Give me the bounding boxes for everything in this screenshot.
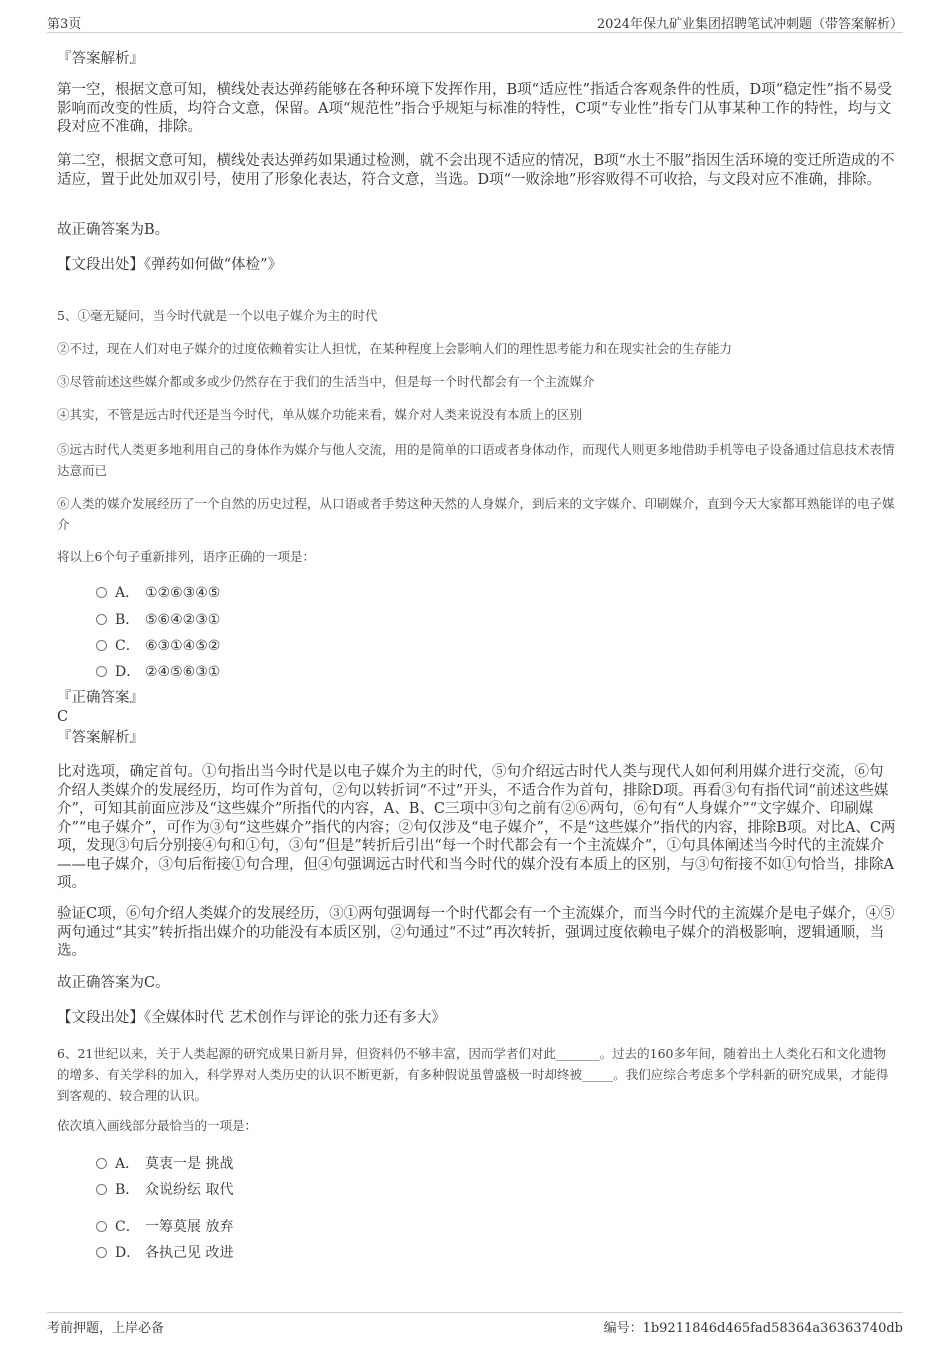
option-d[interactable]: D． ②④⑤⑥③①: [96, 661, 220, 681]
correct-answer-heading: 『正确答案』: [57, 690, 144, 706]
analysis-paragraph: 第一空，根据文意可知，横线处表达弹药能够在各种环境下发挥作用，B项“适应性”指适合客观条件的性质，D项“稳定性”指不易受影响而改变的性质，均符合文意，保留。A项“规范性”指合乎规矩与标准的特性，C项“专业性”指专门从事某种工作的特性，均与文段对应不准确，排除。: [57, 82, 892, 135]
question-sentence: ⑥人类的媒介发展经历了一个自然的历史过程，从口语或者手势这种天然的人身媒介，到后来的文字媒介、印刷媒介，直到今天大家都耳熟能详的电子媒介: [57, 496, 895, 532]
analysis-paragraph: 验证C项，⑥句介绍人类媒介的发展经历，③①两句强调每一个时代都会有一个主流媒介，而当今时代的主流媒介是电子媒介，④⑤两句通过“其实”转折指出媒介的功能没有本质区别，②句通过“不过”再次转折，强调过度依赖电子媒介的消极影响，逻辑通顺，当选。: [57, 906, 895, 959]
answer-conclusion: 故正确答案为B。: [57, 222, 170, 238]
answer-conclusion: 故正确答案为C。: [57, 975, 170, 991]
page-footer: [47, 1312, 903, 1339]
source-citation: 【文段出处】《弹药如何做“体检”》: [57, 257, 283, 273]
footer-slogan: 考前押题，上岸必备: [47, 1321, 165, 1336]
question-sentence: ④其实，不管是远古时代还是当今时代，单从媒介功能来看，媒介对人类来说没有本质上的区别: [57, 407, 583, 422]
analysis-heading: 『答案解析』: [57, 730, 144, 746]
source-citation: 【文段出处】《全媒体时代 艺术创作与评论的张力还有多大》: [57, 1010, 446, 1026]
page-header: [47, 10, 903, 33]
option-b[interactable]: B． ⑤⑥④②③①: [96, 609, 220, 629]
question-prompt: 依次填入画线部分最恰当的一项是：: [57, 1118, 258, 1133]
question-stem: 6、21世纪以来，关于人类起源的研究成果日新月异，但资料仍不够丰富，因而学者们对此_______。过去的160多年间，随着出土人类化石和文化遗物的增多、有关学科的加入，科学界对人类历史的认识不断更新，有多种假说虽曾盛极一时却终被_____。我们应综合考虑多个学科新的研究成果，才能得到客观的、较合理的认识。: [57, 1046, 889, 1103]
question-sentence: ③尽管前述这些媒介都或多或少仍然存在于我们的生活当中，但是每一个时代都会有一个主流媒介: [57, 374, 595, 389]
option-d[interactable]: D． 各执己见 改进: [96, 1242, 233, 1262]
radio-icon[interactable]: [96, 1158, 107, 1169]
option-c[interactable]: C． 一筹莫展 放弃: [96, 1216, 233, 1236]
radio-icon[interactable]: [96, 640, 107, 651]
analysis-paragraph: 比对选项，确定首句。①句指出当今时代是以电子媒介为主的时代，⑤句介绍远古时代人类与现代人如何利用媒介进行交流，⑥句介绍人类媒介的发展经历，均可作为首句，②句以转折词“不过”开头，不适合作为首句，排除D项。再看③句有指代词“前述这些媒介”，可知其前面应涉及“这些媒介”所指代的内容，A、B、C三项中③句之前有②⑥两句，⑥句有“人身媒介”“文字媒介、印刷媒介”“电子媒介”，可作为③句“这些媒介”指代的内容；②句仅涉及“电子媒介”，不是“这些媒介”指代的内容，排除B项。对比A、C两项，发现③句后分别接④句和①句，③句“但是”转折后引出“每一个时代都会有一个主流媒介”，①句具体阐述当今时代的主流媒介——电子媒介，③句后衔接①句合理，但④句强调远古时代和当今时代的媒介没有本质上的区别，与③句衔接不如①句恰当，排除A项。: [57, 764, 896, 891]
correct-answer: C: [57, 709, 69, 725]
document-code: 编号：1b9211846d465fad58364a36363740db: [603, 1321, 903, 1336]
option-a[interactable]: A． 莫衷一是 挑战: [96, 1153, 233, 1173]
radio-icon[interactable]: [96, 666, 107, 677]
radio-icon[interactable]: [96, 587, 107, 598]
radio-icon[interactable]: [96, 1247, 107, 1258]
page-number: 第3页: [47, 17, 82, 32]
analysis-heading: 『答案解析』: [57, 51, 144, 67]
option-c[interactable]: C． ⑥③①④⑤②: [96, 635, 220, 655]
radio-icon[interactable]: [96, 1184, 107, 1195]
question-sentence: 5、①毫无疑问，当今时代就是一个以电子媒介为主的时代: [57, 308, 378, 323]
option-b[interactable]: B． 众说纷纭 取代: [96, 1179, 233, 1199]
question-sentence: ②不过，现在人们对电子媒介的过度依赖着实让人担忧，在某种程度上会影响人们的理性思考能力和在现实社会的生存能力: [57, 341, 733, 356]
analysis-paragraph: 第二空，根据文意可知，横线处表达弹药如果通过检测，就不会出现不适应的情况，B项“水土不服”指因生活环境的变迁所造成的不适应，置于此处加双引号，使用了形象化表达，符合文意，当选。D项“一败涂地”形容败得不可收拾，与文段对应不准确，排除。: [57, 153, 895, 188]
option-a[interactable]: A． ①②⑥③④⑤: [96, 582, 220, 602]
question-prompt: 将以上6个句子重新排列，语序正确的一项是：: [57, 549, 315, 564]
radio-icon[interactable]: [96, 614, 107, 625]
radio-icon[interactable]: [96, 1221, 107, 1232]
document-title: 2024年保九矿业集团招聘笔试冲刺题（带答案解析）: [596, 17, 903, 32]
question-sentence: ⑤远古时代人类更多地利用自己的身体作为媒介与他人交流，用的是简单的口语或者身体动作，而现代人则更多地借助手机等电子设备通过信息技术表情达意而已: [57, 442, 895, 478]
